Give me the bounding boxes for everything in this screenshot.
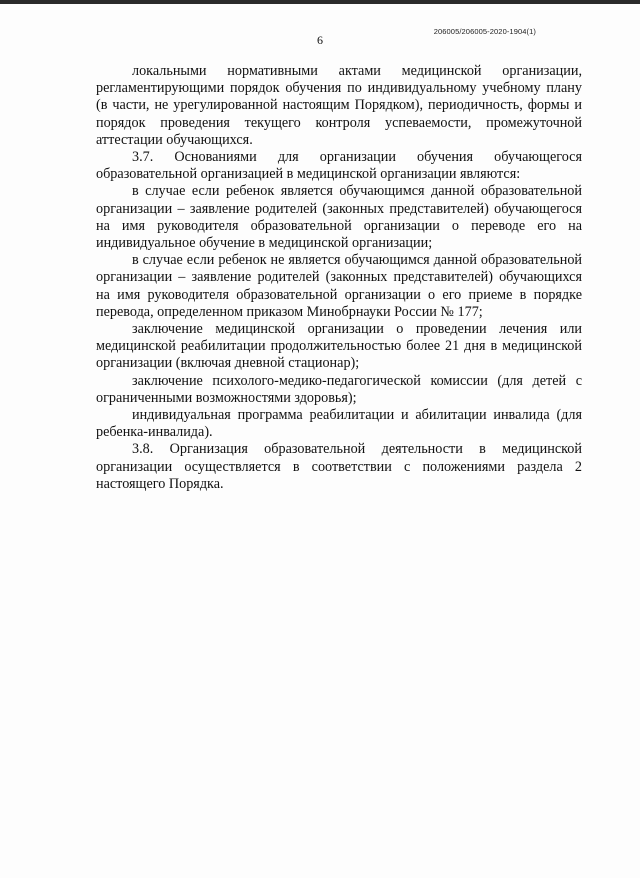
scan-edge-bar (0, 0, 640, 4)
paragraph: индивидуальная программа реабилитации и абилитации инвалида (для ребенка-инвалида). (96, 407, 582, 441)
paragraph: заключение психолого-медико-педагогической комиссии (для детей с ограниченными возможностями здоровья); (96, 372, 582, 406)
paragraph: 3.8. Организация образовательной деятельности в медицинской организации осуществляется в соответствии с положениями раздела 2 настоящего Порядка. (96, 441, 582, 492)
page-number: 6 (317, 33, 323, 47)
paragraph: заключение медицинской организации о проведении лечения или медицинской реабилитации продолжительностью более 21 дня в медицинской организации (включая дневной стационар); (96, 321, 582, 372)
paragraph: в случае если ребенок не является обучающимся данной образовательной организации – заявление родителей (законных представителей) обучающихся на имя руководителя образовательной организации о его приеме в порядке перевода, определенном приказом Минобрнауки России № 177; (96, 252, 582, 320)
paragraph: 3.7. Основаниями для организации обучения обучающегося образовательной организацией в медицинской организации являются: (96, 149, 582, 183)
paragraph: в случае если ребенок является обучающимся данной образовательной организации – заявление родителей (законных представителей) обучающегося на имя руководителя образовательной организации о переводе его на индивидуальное обучение в медицинской организации; (96, 183, 582, 252)
document-id: 206005/206005-2020-1904(1) (433, 27, 536, 36)
paragraph: локальными нормативными актами медицинской организации, регламентирующими порядок обучения по индивидуальному учебному плану (в части, не урегулированной настоящим Порядком), периодичность, формы и порядок проведения текущего контроля успеваемости, промежуточной аттестации обучающихся. (96, 63, 582, 148)
document-body (96, 63, 582, 493)
